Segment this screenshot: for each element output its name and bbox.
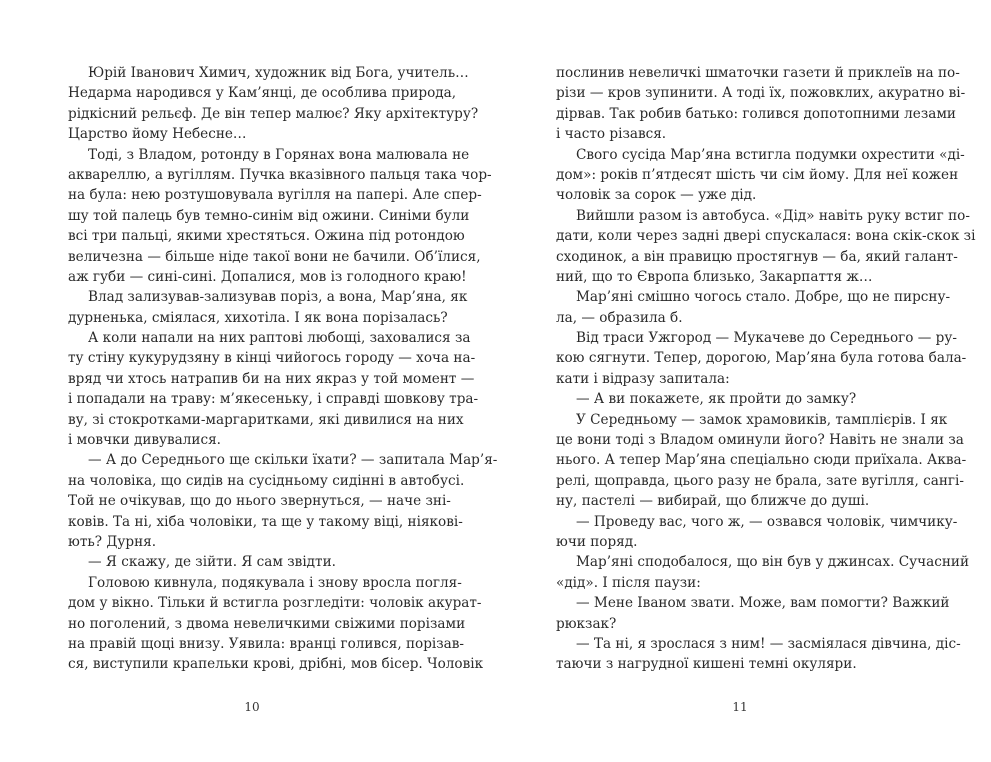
text-line: дом»: років п’ятдесят шість чи сім йому. Для неї кожен [556,166,959,183]
text-line: таючи з нагрудної кишені темні окуляри. [556,656,857,673]
text-line: вряд чи хтось натрапив би на них якраз у той момент — [68,370,475,387]
text-line: релі, щоправда, цього разу не брала, зате вугілля, сангі- [556,472,964,489]
page-number-right: 11 [732,700,748,714]
text-line: Царство йому Небесне… [68,126,247,143]
paragraph [68,573,484,675]
text-line: Той не очікував, що до нього звернуться, — наче зні- [68,493,451,510]
text-line: і часто різався. [556,126,667,143]
text-line: і мовчки дивувалися. [68,432,221,449]
paragraph [556,206,976,288]
text-line: ту стіну кукурудзяну в кінці чийогось городу — хоча на- [68,350,476,367]
text-line: сходинок, а він правицю простягнув — ба, який галант- [556,248,958,265]
paragraph [556,410,967,512]
paragraph [556,593,950,634]
text-line: і попадали на траву: м’якесеньку, і справді шовкову тра- [68,391,479,408]
text-line: ся, виступили крапельки крові, дрібні, мов бісер. Чоловік [68,656,484,673]
text-line: послинив невеличкі шматочки газети й приклеїв на по- [556,65,960,81]
paragraph [68,552,435,572]
paragraph [68,145,492,288]
text-line: кати і відразу запитала: [556,370,730,387]
text-line: Мар’яні сподобалося, що він був у джинсах. Сучасний [576,554,970,571]
text-line: «дід». І після паузи: [556,574,701,591]
text-line: — Та ні, я зрослася з ним! — засміялася дівчина, діс- [576,635,961,652]
text-line: дурненька, сміялася, хихотіла. І як вона порізалась? [68,309,448,326]
text-line: Головою кивнула, подякувала і знову вросла погля- [88,574,462,591]
left-page-text [68,63,498,675]
text-line: — А до Середнього ще скільки їхати? — запитала Мар’я- [88,452,498,469]
paragraph [556,389,923,409]
text-line: ну, пастелі — вибирай, що ближче до душі. [556,493,870,510]
text-line: Тоді, з Владом, ротонду в Горянах вона малювала не [88,146,470,163]
page-number-left: 10 [244,700,260,714]
text-line: Влад зализував-зализував поріз, а вона, Мар’яна, як [88,289,468,306]
text-line: на правій щоці внизу. Уявила: вранці голився, порізав- [68,635,465,652]
text-line: А коли напали на них раптові любощі, заховалися за [88,330,471,347]
right-page-text [556,63,976,675]
text-line: ковів. Та ні, хіба чоловіки, та ще у такому віці, ніякові- [68,513,463,530]
text-line: на була: нею розтушовувала вугілля на папері. Але спер- [68,187,482,204]
text-line: ву, зі стокротками-маргаритками, які дивилися на них [68,411,464,428]
text-line: Недарма народився у Кам’янці, де особлива природа, [68,85,457,102]
paragraph [68,287,468,328]
text-line: — Мене Іваном звати. Може, вам помогти? Важкий [576,595,950,612]
text-line: но поголений, з двома невеличкими свіжими порізами [68,615,466,632]
text-line: аквареллю, а вугіллям. Пучка вказівного пальця така чор- [68,166,492,183]
text-line: У Середньому — замок храмовиків, тамплієрів. І як [576,411,948,428]
text-line: це вони тоді з Владом оминули його? Навіть не знали за [556,432,964,449]
text-line: — Проведу вас, чого ж, — озвався чоловік, чимчику- [576,513,958,530]
text-line: рюкзак? [556,615,617,632]
paragraph [556,63,966,145]
text-line: величезна — більше ніде такої вони не бачили. Об’їлися, [68,248,481,265]
text-line: різи — кров зупинити. А тоді їх, пожовклих, акуратно ві- [556,85,966,102]
text-line: чоловік за сорок — уже дід. [556,187,757,204]
paragraph [556,552,970,593]
text-line: нього. А тепер Мар’яна спеціально сюди приїхала. Аква- [556,452,967,469]
paragraph [556,287,951,328]
text-line: кою сягнути. Тепер, дорогою, Мар’яна була готова бала- [556,350,967,367]
text-line: дірвав. Так робив батько: голився допотопними лезами [556,105,956,122]
text-line: рідкісний рельєф. Де він тепер малює? Яку архітектуру? [68,105,479,122]
paragraph [68,328,479,450]
text-line: ють? Дурня. [68,533,157,550]
text-line: ючи поряд. [556,533,638,550]
text-line: Юрій Іванович Химич, художник від Бога, учитель… [88,65,469,81]
paragraph [556,512,958,553]
text-line: дати, коли через задні двері спускалася: вона скік-скок зі [556,228,976,245]
text-line: всі три пальці, якими хрестяться. Ожина під ротондою [68,228,465,245]
text-line: Вийшли разом із автобуса. «Дід» навіть руку встиг по- [576,207,970,224]
text-line: ла, — образила б. [556,309,683,326]
text-line: — А ви покажете, як пройти до замку? [576,391,857,408]
text-line: ний, що то Європа близько, Закарпаття ж… [556,268,873,285]
paragraph [556,145,965,206]
text-line: на чоловіка, що сидів на сусідньому сидінні в автобусі. [68,472,465,489]
text-line: — Я скажу, де зійти. Я сам звідти. [88,554,336,571]
text-line: шу той палець був темно-синім від ожини. Синіми були [68,207,470,224]
text-line: аж губи — сині-сині. Допалися, мов із голодного краю! [68,268,467,285]
paragraph [68,450,498,552]
text-line: дом у вікно. Тільки й встигла розгледіти: чоловік акурат- [68,595,482,612]
paragraph [556,634,961,675]
text-line: Свого сусіда Мар’яна встигла подумки охрестити «ді- [576,146,965,163]
text-line: Мар’яні смішно чогось стало. Добре, що не пирсну- [576,289,951,306]
paragraph [556,328,967,389]
paragraph [68,63,479,145]
text-line: Від траси Ужгород — Мукачеве до Середнього — ру- [576,330,957,347]
